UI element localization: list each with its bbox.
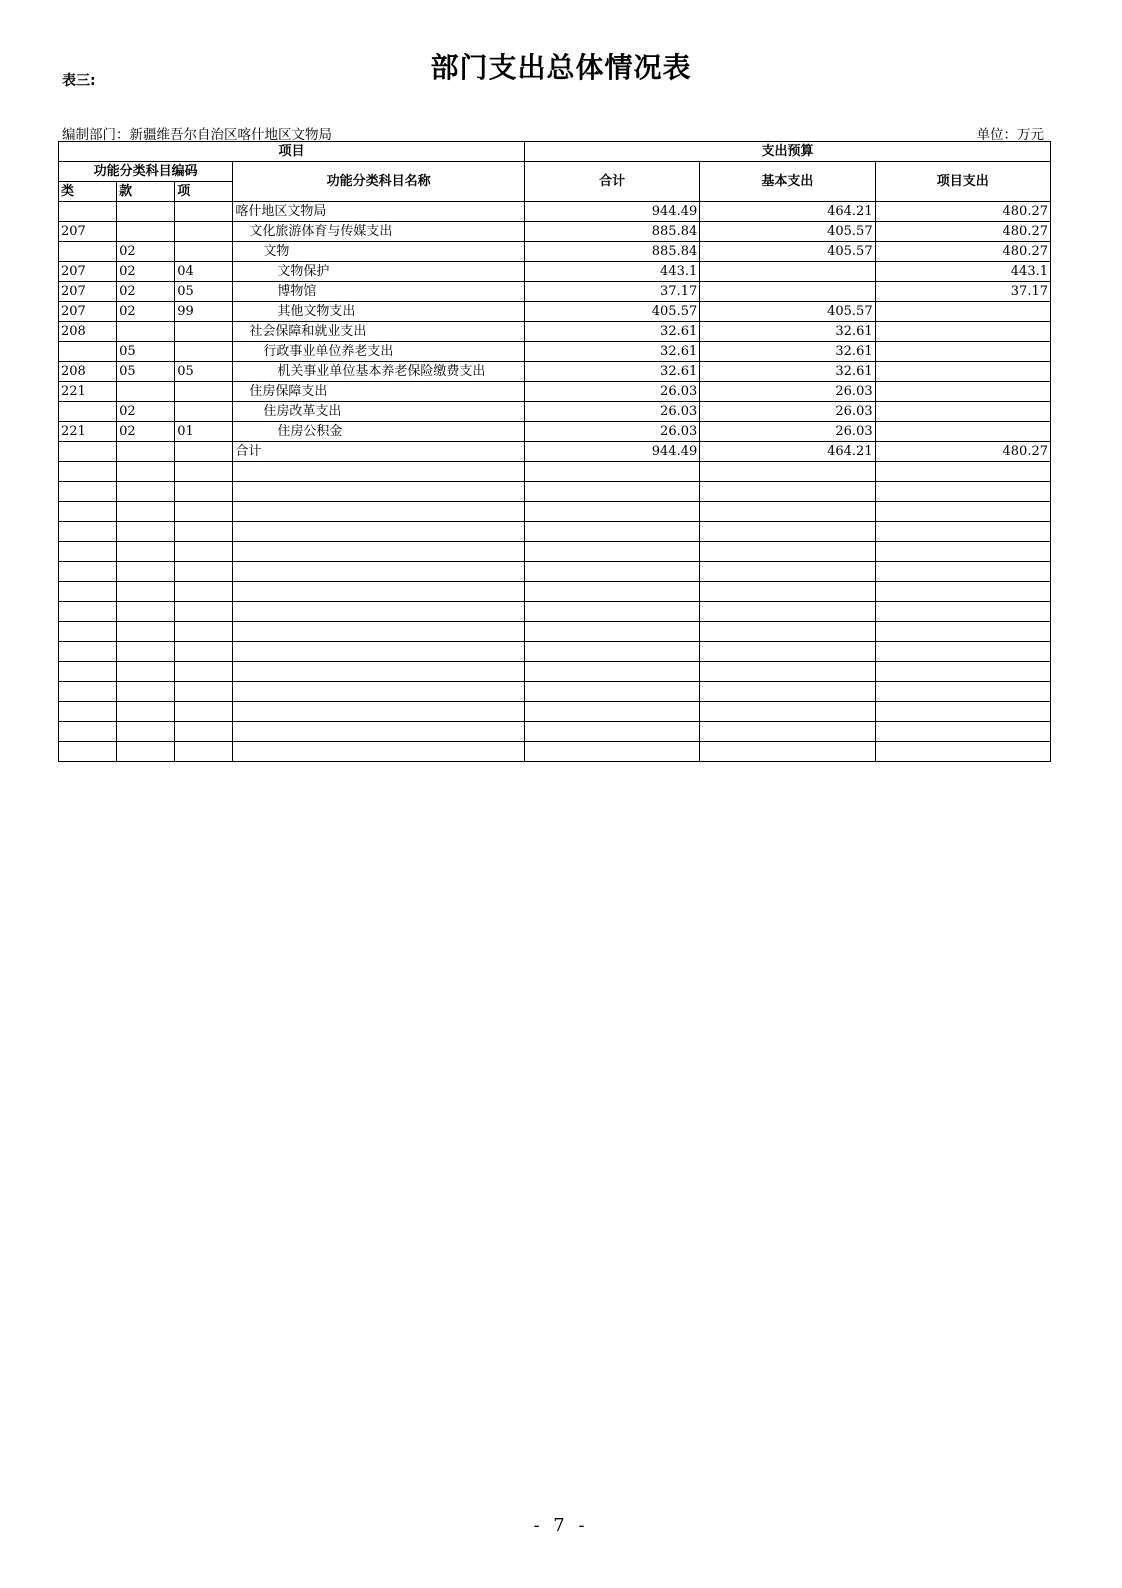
project-cell	[875, 402, 1050, 422]
code-xiang	[175, 442, 233, 462]
empty-cell	[875, 722, 1050, 742]
code-lei: 221	[59, 382, 117, 402]
empty-row	[59, 502, 1051, 522]
empty-row	[59, 702, 1051, 722]
empty-cell	[700, 562, 875, 582]
project-cell: 443.1	[875, 262, 1050, 282]
empty-cell	[700, 622, 875, 642]
item-name: 住房公积金	[233, 422, 525, 442]
empty-cell	[59, 562, 117, 582]
empty-row	[59, 662, 1051, 682]
header-basic: 基本支出	[700, 162, 875, 202]
project-cell: 37.17	[875, 282, 1050, 302]
empty-cell	[700, 662, 875, 682]
empty-cell	[233, 622, 525, 642]
code-xiang: 04	[175, 262, 233, 282]
item-name: 其他文物支出	[233, 302, 525, 322]
item-name: 社会保障和就业支出	[233, 322, 525, 342]
empty-cell	[233, 742, 525, 762]
empty-row	[59, 582, 1051, 602]
code-xiang: 05	[175, 362, 233, 382]
empty-cell	[59, 502, 117, 522]
empty-cell	[117, 582, 175, 602]
empty-cell	[875, 702, 1050, 722]
table-row	[59, 322, 1051, 342]
total-cell: 443.1	[524, 262, 699, 282]
empty-cell	[117, 482, 175, 502]
empty-cell	[233, 722, 525, 742]
item-name: 文化旅游体育与传媒支出	[233, 222, 525, 242]
project-cell	[875, 382, 1050, 402]
empty-cell	[175, 722, 233, 742]
empty-cell	[875, 582, 1050, 602]
empty-cell	[524, 562, 699, 582]
empty-cell	[700, 722, 875, 742]
empty-cell	[700, 542, 875, 562]
empty-cell	[700, 482, 875, 502]
empty-cell	[59, 482, 117, 502]
empty-cell	[524, 582, 699, 602]
code-lei: 207	[59, 262, 117, 282]
total-cell: 944.49	[524, 202, 699, 222]
code-kuan: 02	[117, 282, 175, 302]
basic-cell: 32.61	[700, 322, 875, 342]
empty-cell	[233, 662, 525, 682]
code-xiang: 05	[175, 282, 233, 302]
table-body	[59, 202, 1051, 762]
project-cell: 480.27	[875, 222, 1050, 242]
empty-cell	[59, 522, 117, 542]
empty-cell	[700, 742, 875, 762]
code-xiang	[175, 382, 233, 402]
code-xiang: 01	[175, 422, 233, 442]
empty-cell	[117, 562, 175, 582]
basic-cell: 32.61	[700, 362, 875, 382]
empty-cell	[175, 742, 233, 762]
empty-cell	[233, 462, 525, 482]
empty-cell	[117, 502, 175, 522]
empty-row	[59, 462, 1051, 482]
project-cell: 480.27	[875, 242, 1050, 262]
project-cell	[875, 322, 1050, 342]
table-row	[59, 242, 1051, 262]
code-xiang	[175, 242, 233, 262]
empty-cell	[875, 502, 1050, 522]
empty-row	[59, 682, 1051, 702]
header-project: 项目	[59, 142, 525, 162]
code-kuan	[117, 222, 175, 242]
empty-cell	[117, 602, 175, 622]
table-row	[59, 362, 1051, 382]
page-number: - 7 -	[533, 1515, 589, 1536]
table-row	[59, 422, 1051, 442]
empty-cell	[175, 522, 233, 542]
empty-cell	[700, 522, 875, 542]
code-kuan: 02	[117, 402, 175, 422]
code-lei: 207	[59, 222, 117, 242]
empty-cell	[233, 502, 525, 522]
table-row	[59, 402, 1051, 422]
empty-row	[59, 642, 1051, 662]
empty-cell	[524, 602, 699, 622]
empty-cell	[117, 542, 175, 562]
empty-cell	[875, 482, 1050, 502]
code-lei: 207	[59, 302, 117, 322]
basic-cell: 26.03	[700, 422, 875, 442]
code-lei: 207	[59, 282, 117, 302]
code-lei	[59, 342, 117, 362]
item-name: 住房改革支出	[233, 402, 525, 422]
header-project-exp: 项目支出	[875, 162, 1050, 202]
empty-cell	[117, 682, 175, 702]
header-kuan: 款	[117, 182, 175, 202]
empty-cell	[233, 582, 525, 602]
code-kuan: 05	[117, 342, 175, 362]
basic-cell: 464.21	[700, 442, 875, 462]
empty-cell	[700, 602, 875, 622]
empty-cell	[59, 462, 117, 482]
empty-cell	[233, 602, 525, 622]
empty-cell	[233, 642, 525, 662]
empty-cell	[59, 622, 117, 642]
item-name: 博物馆	[233, 282, 525, 302]
item-name: 机关事业单位基本养老保险缴费支出	[233, 362, 525, 382]
empty-cell	[117, 722, 175, 742]
code-kuan	[117, 322, 175, 342]
empty-cell	[117, 662, 175, 682]
page-title: 部门支出总体情况表	[430, 51, 692, 84]
project-cell: 480.27	[875, 442, 1050, 462]
code-kuan: 02	[117, 242, 175, 262]
empty-cell	[700, 582, 875, 602]
empty-cell	[175, 622, 233, 642]
item-name: 行政事业单位养老支出	[233, 342, 525, 362]
code-kuan	[117, 382, 175, 402]
total-cell: 405.57	[524, 302, 699, 322]
total-cell: 26.03	[524, 402, 699, 422]
empty-cell	[875, 662, 1050, 682]
empty-cell	[117, 522, 175, 542]
empty-cell	[175, 482, 233, 502]
empty-cell	[175, 642, 233, 662]
empty-cell	[59, 702, 117, 722]
empty-cell	[233, 522, 525, 542]
code-lei: 221	[59, 422, 117, 442]
empty-cell	[175, 662, 233, 682]
item-name: 文物	[233, 242, 525, 262]
table-row	[59, 202, 1051, 222]
empty-cell	[175, 462, 233, 482]
empty-cell	[117, 742, 175, 762]
empty-cell	[700, 682, 875, 702]
empty-cell	[117, 622, 175, 642]
empty-cell	[59, 602, 117, 622]
empty-cell	[875, 642, 1050, 662]
empty-row	[59, 562, 1051, 582]
empty-row	[59, 622, 1051, 642]
basic-cell: 405.57	[700, 302, 875, 322]
basic-cell	[700, 282, 875, 302]
empty-cell	[59, 542, 117, 562]
empty-cell	[175, 582, 233, 602]
empty-cell	[524, 542, 699, 562]
total-cell: 885.84	[524, 222, 699, 242]
empty-cell	[875, 682, 1050, 702]
empty-cell	[700, 642, 875, 662]
table-header	[59, 142, 1051, 202]
code-kuan: 05	[117, 362, 175, 382]
empty-cell	[233, 482, 525, 502]
empty-cell	[875, 742, 1050, 762]
org-line: 编制部门：新疆维吾尔自治区喀什地区文物局	[62, 127, 332, 143]
basic-cell: 405.57	[700, 222, 875, 242]
empty-cell	[59, 682, 117, 702]
code-xiang	[175, 202, 233, 222]
total-cell: 32.61	[524, 322, 699, 342]
code-kuan: 02	[117, 302, 175, 322]
header-total: 合计	[524, 162, 699, 202]
empty-cell	[117, 642, 175, 662]
item-name: 文物保护	[233, 262, 525, 282]
empty-cell	[700, 462, 875, 482]
empty-cell	[524, 482, 699, 502]
empty-cell	[875, 602, 1050, 622]
unit-line: 单位：万元	[976, 127, 1044, 143]
empty-cell	[233, 542, 525, 562]
code-lei	[59, 202, 117, 222]
empty-cell	[875, 522, 1050, 542]
empty-cell	[524, 742, 699, 762]
empty-cell	[175, 702, 233, 722]
empty-cell	[117, 462, 175, 482]
header-lei: 类	[59, 182, 117, 202]
code-kuan	[117, 442, 175, 462]
code-lei: 208	[59, 322, 117, 342]
empty-cell	[117, 702, 175, 722]
code-lei	[59, 402, 117, 422]
total-cell: 885.84	[524, 242, 699, 262]
empty-cell	[875, 542, 1050, 562]
code-kuan: 02	[117, 262, 175, 282]
table-row	[59, 282, 1051, 302]
basic-cell: 464.21	[700, 202, 875, 222]
basic-cell: 405.57	[700, 242, 875, 262]
empty-row	[59, 522, 1051, 542]
total-cell: 944.49	[524, 442, 699, 462]
empty-cell	[175, 562, 233, 582]
empty-cell	[524, 702, 699, 722]
basic-cell: 26.03	[700, 382, 875, 402]
table-row	[59, 342, 1051, 362]
code-lei	[59, 442, 117, 462]
empty-cell	[875, 462, 1050, 482]
empty-cell	[524, 682, 699, 702]
table-row	[59, 442, 1051, 462]
header-budget: 支出预算	[524, 142, 1050, 162]
empty-row	[59, 542, 1051, 562]
empty-row	[59, 722, 1051, 742]
empty-row	[59, 742, 1051, 762]
empty-cell	[59, 642, 117, 662]
total-cell: 26.03	[524, 422, 699, 442]
empty-cell	[700, 502, 875, 522]
code-xiang	[175, 222, 233, 242]
empty-cell	[524, 522, 699, 542]
empty-cell	[59, 662, 117, 682]
code-xiang: 99	[175, 302, 233, 322]
item-name: 喀什地区文物局	[233, 202, 525, 222]
empty-cell	[524, 722, 699, 742]
code-kuan: 02	[117, 422, 175, 442]
empty-cell	[175, 542, 233, 562]
empty-cell	[700, 702, 875, 722]
empty-cell	[875, 622, 1050, 642]
empty-cell	[59, 722, 117, 742]
header-code-group: 功能分类科目编码	[59, 162, 233, 182]
code-lei: 208	[59, 362, 117, 382]
project-cell	[875, 302, 1050, 322]
empty-cell	[59, 582, 117, 602]
basic-cell: 26.03	[700, 402, 875, 422]
table-row	[59, 262, 1051, 282]
empty-cell	[875, 562, 1050, 582]
table-row	[59, 382, 1051, 402]
empty-cell	[524, 622, 699, 642]
total-cell: 26.03	[524, 382, 699, 402]
empty-row	[59, 602, 1051, 622]
header-name: 功能分类科目名称	[233, 162, 525, 202]
project-cell	[875, 362, 1050, 382]
code-kuan	[117, 202, 175, 222]
empty-cell	[524, 662, 699, 682]
empty-cell	[524, 462, 699, 482]
empty-cell	[233, 562, 525, 582]
item-name: 住房保障支出	[233, 382, 525, 402]
empty-cell	[524, 502, 699, 522]
basic-cell	[700, 262, 875, 282]
expenditure-table	[58, 141, 1051, 762]
table-row	[59, 222, 1051, 242]
empty-cell	[233, 682, 525, 702]
code-lei	[59, 242, 117, 262]
empty-cell	[233, 702, 525, 722]
code-xiang	[175, 322, 233, 342]
empty-cell	[59, 742, 117, 762]
empty-cell	[524, 642, 699, 662]
table-label: 表三:	[62, 73, 96, 89]
basic-cell: 32.61	[700, 342, 875, 362]
empty-cell	[175, 602, 233, 622]
empty-cell	[175, 682, 233, 702]
code-xiang	[175, 342, 233, 362]
project-cell: 480.27	[875, 202, 1050, 222]
table-row	[59, 302, 1051, 322]
header-xiang: 项	[175, 182, 233, 202]
empty-cell	[175, 502, 233, 522]
project-cell	[875, 422, 1050, 442]
total-cell: 37.17	[524, 282, 699, 302]
total-cell: 32.61	[524, 362, 699, 382]
empty-row	[59, 482, 1051, 502]
code-xiang	[175, 402, 233, 422]
item-name: 合计	[233, 442, 525, 462]
total-cell: 32.61	[524, 342, 699, 362]
project-cell	[875, 342, 1050, 362]
